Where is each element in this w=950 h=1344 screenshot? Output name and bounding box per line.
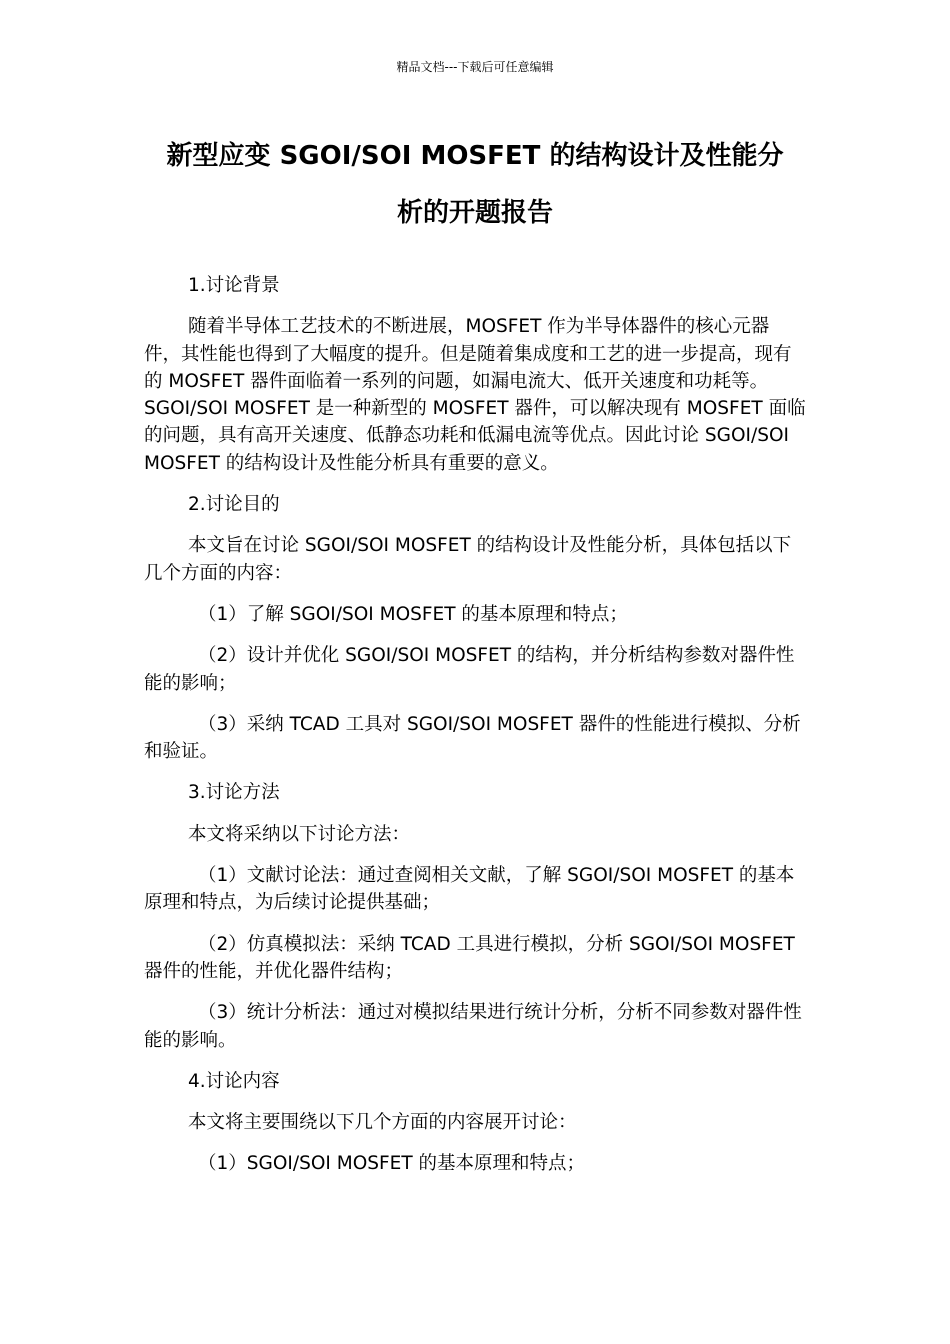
section-heading-method: 3.讨论方法 — [188, 782, 280, 804]
section-heading-content: 4.讨论内容 — [188, 1070, 280, 1092]
section-heading-background: 1.讨论背景 — [188, 275, 280, 296]
document-title-line-2: 析的开题报告 — [396, 198, 553, 228]
list-item-method-1: （1）文献讨论法：通过查阅相关文献，了解 SGOI/SOI MOSFET 的基本原理和特点，为后续讨论提供基础； — [144, 865, 795, 914]
paragraph-content-intro: 本文将主要围绕以下几个方面的内容展开讨论： — [188, 1112, 577, 1134]
list-item-content-1: （1）SGOI/SOI MOSFET 的基本原理和特点； — [198, 1153, 586, 1175]
list-item-method-3: （3）统计分析法：通过对模拟结果进行统计分析，分析不同参数对器件性能的影响。 — [144, 1002, 802, 1051]
list-item-purpose-1: （1）了解 SGOI/SOI MOSFET 的基本原理和特点； — [198, 603, 628, 625]
paragraph-method-intro: 本文将采纳以下讨论方法： — [188, 823, 411, 845]
list-item-method-2: （2）仿真模拟法：采纳 TCAD 工具进行模拟，分析 SGOI/SOI MOSFET 器件的性能，并优化器件结构； — [144, 933, 795, 982]
page-header-note: 精品文档---下载后可任意编辑 — [396, 60, 554, 74]
section-heading-purpose: 2.讨论目的 — [188, 494, 280, 516]
list-item-purpose-2: （2）设计并优化 SGOI/SOI MOSFET 的结构，并分析结构参数对器件性能的影响； — [144, 645, 795, 694]
paragraph-purpose-intro: 本文旨在讨论 SGOI/SOI MOSFET 的结构设计及性能分析，具体包括以下几个方面的内容： — [144, 535, 792, 584]
document-title-line-1: 新型应变 SGOI/SOI MOSFET 的结构设计及性能分 — [166, 141, 784, 171]
paragraph-background: 随着半导体工艺技术的不断进展，MOSFET 作为半导体器件的核心元器件，其性能也得到了大幅度的提升。但是随着集成度和工艺的进一步提高，现有的 MOSFET 器件面临着一系列的问题，如漏电流大、低开关速度和功耗等。SGOI/SOI MOSFET 是一种新型的 MOSFET 器件，可以解决现有 MOSFET 面临的问题，具有高开关速度、低静态功耗和低漏电流等优点。因此讨论 SGOI/SOI MOSFET 的结构设计及性能分析具有重要的意义。 — [144, 316, 806, 474]
list-item-purpose-3: （3）采纳 TCAD 工具对 SGOI/SOI MOSFET 器件的性能进行模拟、分析和验证。 — [144, 713, 801, 763]
document-body — [144, 272, 806, 1192]
